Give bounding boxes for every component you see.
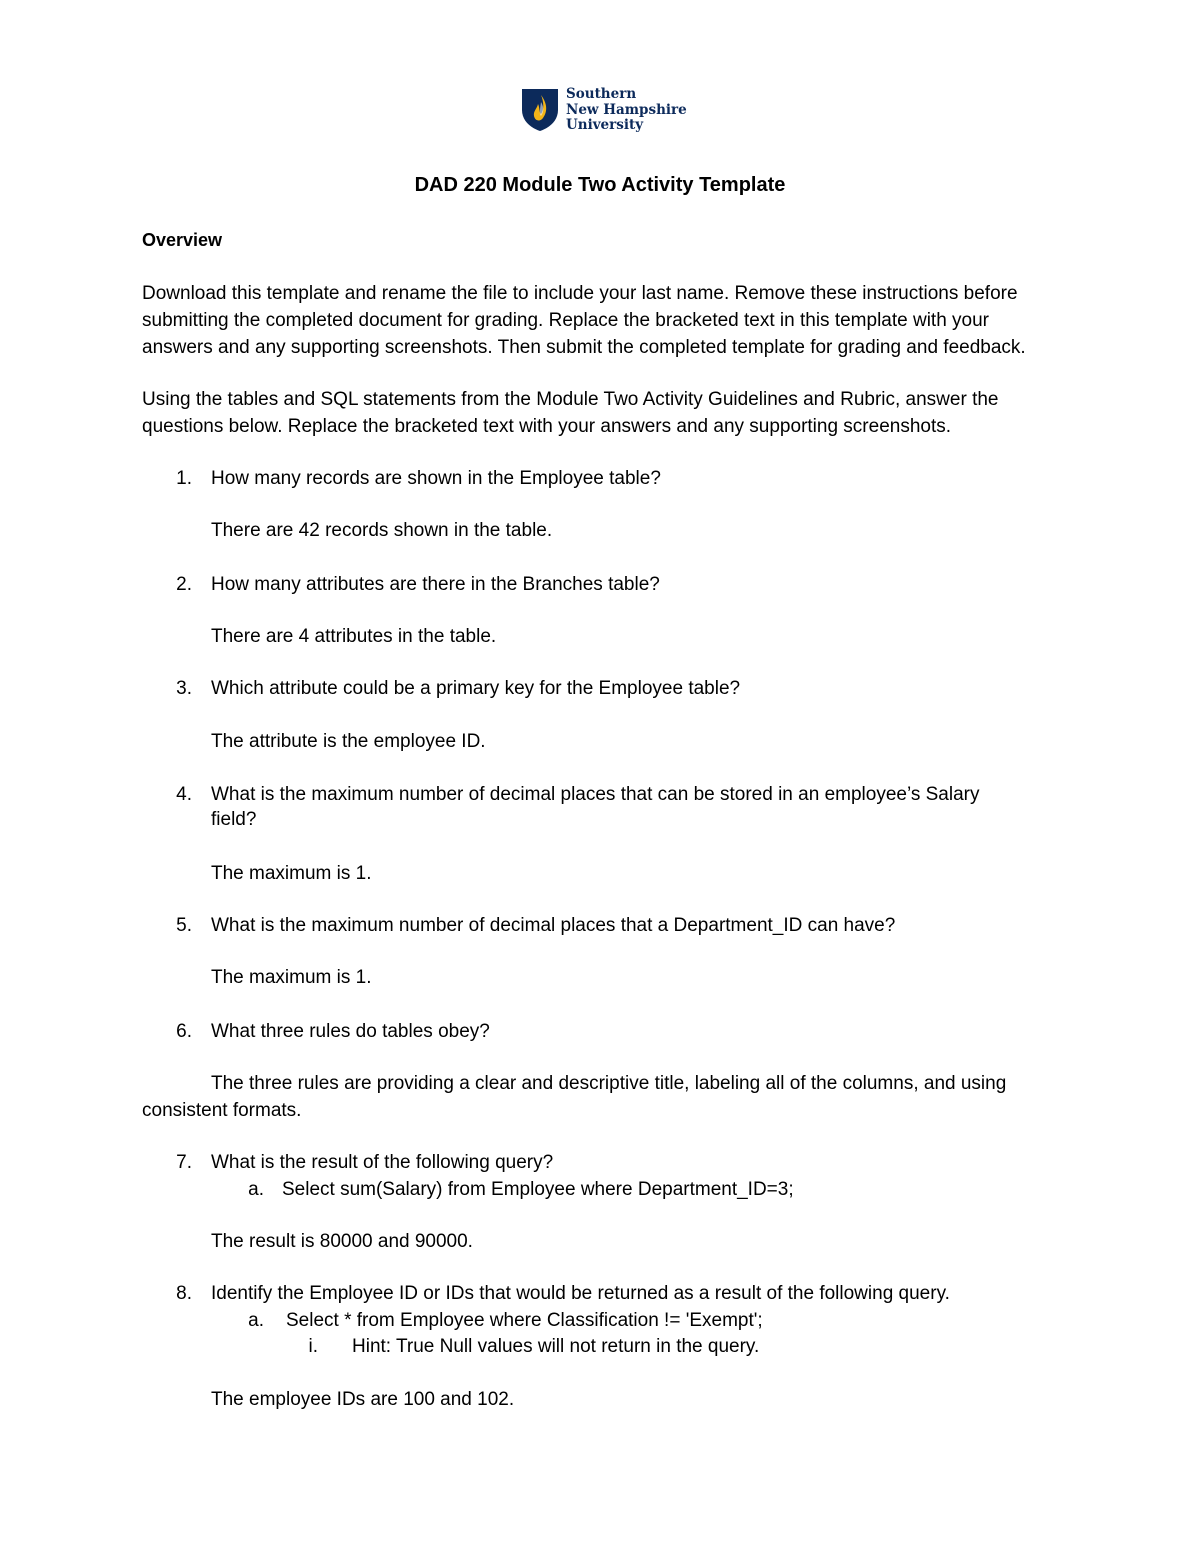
question-text: Identify the Employee ID or IDs that would be returned as a result of the following query.: [211, 1283, 950, 1304]
sub-item-text: Select sum(Salary) from Employee where Department_ID=3;: [282, 1179, 794, 1200]
question-text: What is the maximum number of decimal places that can be stored in an employee’s Salary: [211, 784, 980, 805]
logo-line-3: University: [566, 117, 644, 133]
question-text: What is the maximum number of decimal places that a Department_ID can have?: [211, 915, 896, 936]
question-number: 7.: [176, 1152, 192, 1173]
question-number: 1.: [176, 468, 192, 489]
sub-sub-item-text: Hint: True Null values will not return in the query.: [352, 1336, 760, 1357]
logo-line-2: New Hampshire: [566, 101, 687, 118]
document-title: DAD 220 Module Two Activity Template: [414, 174, 786, 196]
question-number: 5.: [176, 915, 192, 936]
answer-text-continued: consistent formats.: [142, 1100, 302, 1121]
question-text-continued: field?: [211, 809, 257, 830]
overview-para1-line2: submitting the completed document for grading. Replace the bracketed text in this template with your: [142, 310, 990, 331]
answer-text: There are 42 records shown in the table.: [211, 520, 553, 541]
sub-item-text: Select * from Employee where Classification != 'Exempt';: [286, 1310, 763, 1331]
answer-text: The result is 80000 and 90000.: [211, 1231, 473, 1252]
answer-text: The employee IDs are 100 and 102.: [211, 1389, 515, 1410]
overview-para1-line3: answers and any supporting screenshots. Then submit the completed template for grading and feedback.: [142, 337, 1026, 358]
overview-para2-line2: questions below. Replace the bracketed text with your answers and any supporting screenshots.: [142, 416, 952, 437]
question-text: How many records are shown in the Employee table?: [211, 468, 661, 489]
logo-wordmark: [566, 87, 687, 134]
question-number: 3.: [176, 678, 192, 699]
question-number: 4.: [176, 784, 192, 805]
answer-text: The three rules are providing a clear and descriptive title, labeling all of the columns, and using: [211, 1073, 1007, 1094]
sub-item-number: a.: [248, 1179, 264, 1200]
question-text: What is the result of the following query?: [211, 1152, 554, 1173]
question-number: 2.: [176, 574, 192, 595]
snhu-shield-flame-icon: [521, 88, 559, 132]
overview-para1-line1: Download this template and rename the file to include your last name. Remove these instructions before: [142, 283, 1018, 304]
sub-item-number: a.: [248, 1310, 264, 1331]
question-text: Which attribute could be a primary key for the Employee table?: [211, 678, 741, 699]
overview-para2-line1: Using the tables and SQL statements from the Module Two Activity Guidelines and Rubric, answer the: [142, 389, 999, 410]
overview-heading: Overview: [142, 230, 223, 250]
question-text: How many attributes are there in the Branches table?: [211, 574, 660, 595]
answer-text: The maximum is 1.: [211, 863, 372, 884]
logo-line-1: Southern: [566, 86, 637, 102]
question-number: 6.: [176, 1021, 192, 1042]
question-number: 8.: [176, 1283, 192, 1304]
question-text: What three rules do tables obey?: [211, 1021, 490, 1042]
answer-text: The maximum is 1.: [211, 967, 372, 988]
answer-text: There are 4 attributes in the table.: [211, 626, 497, 647]
sub-sub-item-number: i.: [308, 1336, 318, 1357]
answer-text: The attribute is the employee ID.: [211, 731, 486, 752]
snhu-logo: [521, 87, 691, 135]
